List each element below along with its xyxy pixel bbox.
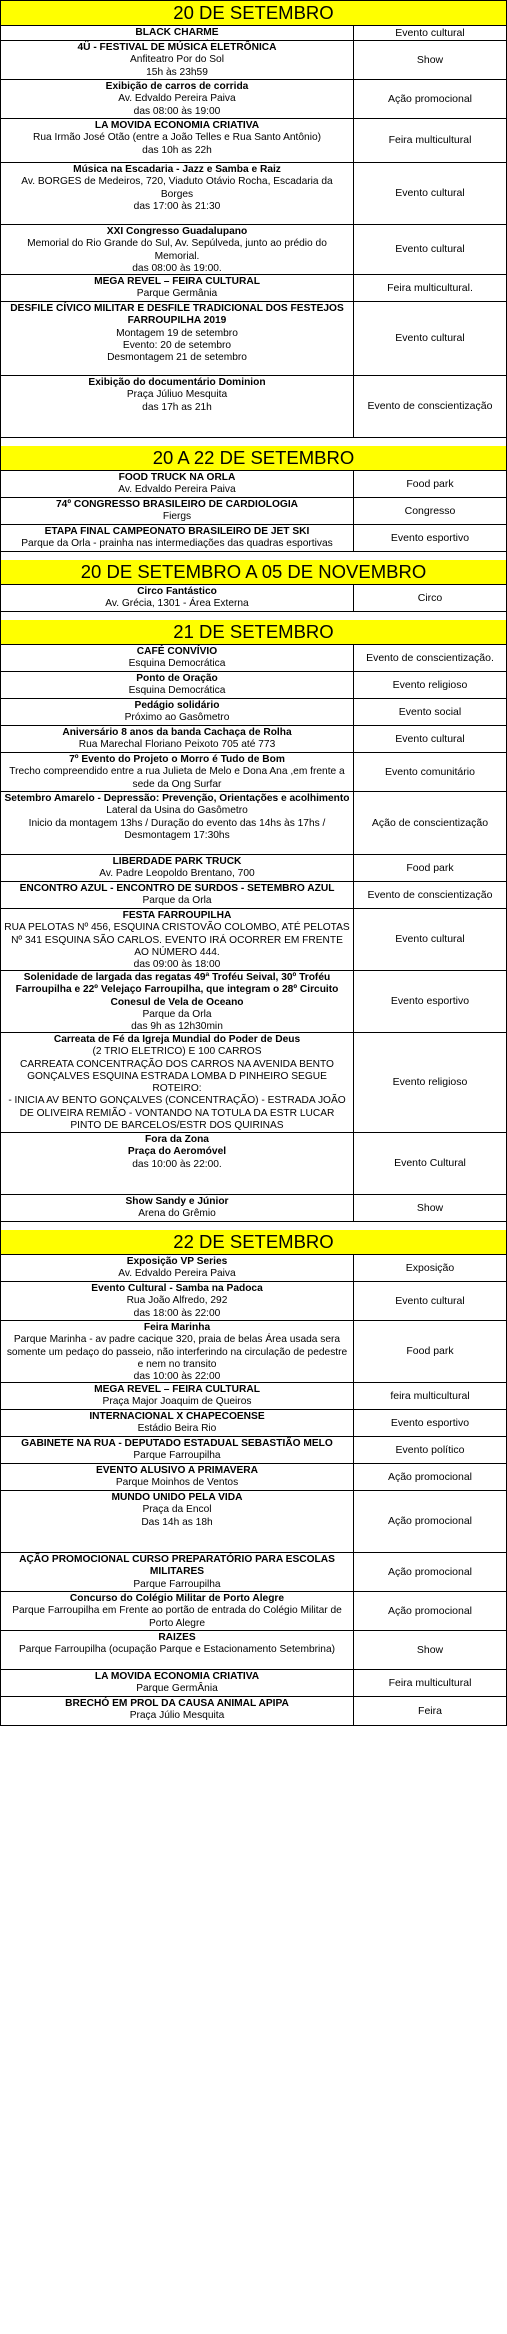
- event-details-cell: [1, 1321, 354, 1382]
- event-name: Aniversário 8 anos da banda Cachaça de Rolha: [62, 727, 292, 738]
- event-name: MEGA REVEL – FEIRA CULTURAL: [94, 276, 260, 287]
- event-category-cell: Ação promocional: [387, 1470, 473, 1483]
- event-row: [0, 1410, 507, 1437]
- event-category-cell: Feira multicultural: [388, 134, 472, 147]
- event-detail-line: das 09:00 às 18:00: [133, 959, 221, 970]
- event-name: BRECHÓ EM PROL DA CAUSA ANIMAL APIPA: [65, 1698, 289, 1709]
- event-row: [0, 1033, 507, 1133]
- event-row: [0, 1437, 507, 1464]
- event-details-cell: [1, 855, 354, 881]
- event-details-cell: [1, 119, 354, 162]
- event-category-cell: Ação promocional: [387, 1515, 473, 1528]
- event-row: [0, 1195, 507, 1222]
- event-detail-line: das 17:00 às 21:30: [133, 200, 221, 212]
- event-category-cell: Evento esportivo: [390, 531, 470, 544]
- event-row: [0, 1321, 507, 1383]
- event-row: [0, 726, 507, 753]
- event-detail-line: Av. Padre Leopoldo Brentano, 700: [99, 868, 255, 880]
- event-row: [0, 1491, 507, 1553]
- event-category-cell: Evento cultural: [395, 332, 465, 345]
- event-category-cell: feira multicultural: [390, 1389, 470, 1402]
- event-category-cell: Ação de conscientização: [371, 816, 489, 829]
- event-detail-line: CARREATA CONCENTRAÇÃO DOS CARROS NA AVENIDA BENTO GONÇALVES ESQUINA ESTRADA LOMBA D PINHEIRO SEGUE ROTEIRO:: [20, 1058, 334, 1095]
- event-detail-line: Av. Grécia, 1301 - Área Externa: [105, 598, 249, 610]
- event-details-cell: [1, 753, 354, 791]
- event-row: [0, 275, 507, 302]
- event-category-cell: Evento esportivo: [390, 1416, 470, 1429]
- event-details-cell: [1, 645, 354, 671]
- event-detail-line: Evento: 20 de setembro: [122, 339, 232, 351]
- event-detail-line: Rua Irmão José Otão (entre a João Telles e Rua Santo Antônio): [32, 132, 322, 144]
- event-name: Ponto de Oração: [136, 673, 218, 684]
- event-row: [0, 1631, 507, 1670]
- event-detail-line: Praça do Aeromóvel: [127, 1146, 227, 1158]
- event-category-cell: Evento cultural: [395, 933, 465, 946]
- event-details-cell: [1, 225, 354, 274]
- event-name: XXI Congresso Guadalupano: [106, 226, 248, 237]
- event-row: [0, 753, 507, 792]
- event-detail-line: das 10h as 22h: [142, 144, 212, 156]
- event-name: Exibição do documentário Dominion: [88, 377, 266, 388]
- event-name: Carreata de Fé da Igreja Mundial do Poder de Deus: [53, 1034, 301, 1045]
- event-category-cell: Evento cultural: [395, 243, 465, 256]
- event-detail-line: das 10:00 às 22:00.: [132, 1158, 222, 1170]
- event-detail-line: Av. Edvaldo Pereira Paiva: [118, 484, 236, 496]
- event-details-cell: [1, 80, 354, 118]
- section-spacer: [0, 438, 507, 446]
- event-name: Circo Fantástico: [137, 586, 217, 597]
- event-detail-line: Parque Farroupilha (ocupação Parque e Estacionamento Setembrina): [19, 1644, 335, 1656]
- event-detail-line: Rua Marechal Floriano Peixoto 705 até 773: [78, 739, 276, 751]
- event-row: [0, 1282, 507, 1321]
- event-detail-line: Anfiteatro Por do Sol: [129, 54, 224, 66]
- event-details-cell: [1, 1670, 354, 1696]
- event-detail-line: Av. Edvaldo Pereira Paiva: [118, 1268, 236, 1280]
- event-detail-line: Das 14h as 18h: [141, 1516, 213, 1528]
- event-category-cell: Evento religioso: [392, 678, 468, 691]
- section-spacer: [0, 1222, 507, 1230]
- event-name: Música na Escadaria - Jazz e Samba e Raiz: [73, 164, 281, 175]
- event-category-cell: Evento religioso: [392, 1076, 468, 1089]
- event-details-cell: [1, 1553, 354, 1591]
- event-detail-line: das 9h as 12h30min: [131, 1021, 223, 1032]
- event-detail-line: Próximo ao Gasômetro: [124, 712, 230, 724]
- event-detail-line: Parque GermÂnia: [136, 1683, 218, 1695]
- event-name: Setembro Amarelo - Depressão: Prevenção, Orientações e acolhimento: [4, 793, 350, 804]
- event-details-cell: [1, 1631, 354, 1669]
- event-row: [0, 855, 507, 882]
- event-category-cell: Evento Cultural: [394, 1157, 466, 1170]
- event-row: [0, 26, 507, 41]
- event-name: LA MOVIDA ECONOMIA CRIATIVA: [94, 120, 260, 131]
- event-detail-line: Parque Farroupilha: [133, 1450, 221, 1462]
- event-detail-line: Estádio Beira Rio: [137, 1423, 217, 1435]
- event-details-cell: [1, 41, 354, 79]
- event-detail-line: Esquina Democrática: [128, 685, 226, 697]
- event-detail-line: Fiergs: [162, 511, 192, 523]
- event-details-cell: [1, 1195, 354, 1221]
- event-detail-line: RUA PELOTAS Nº 456, ESQUINA CRISTOVÃO COLOMBO, ATÉ PELOTAS Nº 341 ESQUINA SÃO CARLOS. EVENTO IRÁ OCORRER EM FRENTE AO NÚMERO 444.: [4, 922, 350, 958]
- event-details-cell: [1, 1410, 354, 1436]
- event-details-cell: [1, 1255, 354, 1281]
- event-detail-line: Parque da Orla - prainha nas intermediações das quadras esportivas: [21, 538, 333, 550]
- event-detail-line: das 08:00 às 19:00.: [132, 262, 222, 274]
- event-category-cell: Evento cultural: [395, 26, 465, 39]
- event-category-cell: Show: [416, 1643, 444, 1656]
- section-date-header: 22 DE SETEMBRO: [0, 1230, 507, 1255]
- event-category-cell: Evento comunitário: [385, 765, 475, 778]
- event-category-cell: Evento esportivo: [390, 995, 470, 1008]
- event-details-cell: [1, 26, 354, 40]
- event-detail-line: Parque Moinhos de Ventos: [115, 1477, 239, 1489]
- event-detail-line: Inicio da montagem 13hs / Duração do evento das 14hs às 17hs / Desmontagem 17:30hs: [28, 817, 326, 841]
- event-name: FESTA FARROUPILHA: [122, 910, 232, 921]
- event-category-cell: Ação promocional: [387, 1565, 473, 1578]
- event-details-cell: [1, 498, 354, 524]
- event-details-cell: [1, 672, 354, 698]
- event-name: Show Sandy e Júnior: [125, 1196, 229, 1207]
- event-name: AÇÃO PROMOCIONAL CURSO PREPARATÓRIO PARA ESCOLAS MILITARES: [19, 1554, 335, 1578]
- event-detail-line: Praça Júliuo Mesquita: [126, 389, 228, 401]
- event-row: [0, 672, 507, 699]
- event-details-cell: [1, 1491, 354, 1552]
- event-name: ENCONTRO AZUL - ENCONTRO DE SURDOS - SETEMBRO AZUL: [19, 883, 335, 894]
- event-row: [0, 699, 507, 726]
- event-category-cell: Evento social: [398, 705, 462, 718]
- event-detail-line: Parque Germânia: [136, 288, 218, 300]
- event-row: [0, 163, 507, 225]
- event-name: FOOD TRUCK NA ORLA: [118, 472, 236, 483]
- event-details-cell: [1, 1437, 354, 1463]
- event-row: [0, 1697, 507, 1726]
- event-name: MUNDO UNIDO PELA VIDA: [111, 1492, 243, 1503]
- event-detail-line: Trecho compreendido entre a rua Julieta de Melo e Dona Ana ,em frente a sede da Ong Surfar: [9, 766, 345, 790]
- event-name: LIBERDADE PARK TRUCK: [112, 856, 242, 867]
- event-details-cell: [1, 1592, 354, 1630]
- event-category-cell: Show: [416, 1201, 444, 1214]
- event-row: [0, 471, 507, 498]
- event-details-cell: [1, 882, 354, 908]
- event-row: [0, 1553, 507, 1592]
- event-detail-line: das 10:00 às 22:00: [133, 1371, 221, 1382]
- event-name: Evento Cultural - Samba na Padoca: [91, 1283, 263, 1294]
- event-detail-line: Esquina Democrática: [128, 658, 226, 670]
- event-name: Feira Marinha: [143, 1322, 211, 1333]
- event-details-cell: [1, 275, 354, 301]
- event-row: [0, 1592, 507, 1631]
- event-category-cell: Food park: [406, 1345, 454, 1358]
- event-category-cell: Food park: [406, 477, 454, 490]
- event-row: [0, 909, 507, 971]
- event-name: Pedágio solidário: [134, 700, 220, 711]
- event-details-cell: [1, 1697, 354, 1725]
- event-row: [0, 792, 507, 855]
- event-details-cell: [1, 971, 354, 1032]
- event-details-cell: [1, 525, 354, 551]
- section-spacer: [0, 612, 507, 620]
- event-name: ETAPA FINAL CAMPEONATO BRASILEIRO DE JET SKI: [44, 526, 310, 537]
- event-row: [0, 971, 507, 1033]
- event-detail-line: Parque da Orla: [142, 895, 212, 907]
- event-details-cell: [1, 792, 354, 854]
- event-detail-line: das 17h as 21h: [142, 401, 212, 413]
- section-date-header: 21 DE SETEMBRO: [0, 620, 507, 645]
- event-details-cell: [1, 163, 354, 224]
- event-category-cell: Evento cultural: [395, 732, 465, 745]
- event-details-cell: [1, 1383, 354, 1409]
- event-detail-line: (2 TRIO ELETRICO) E 100 CARROS: [92, 1046, 262, 1058]
- event-name: 7º Evento do Projeto o Morro é Tudo de Bom: [69, 754, 285, 765]
- event-category-cell: Congresso: [404, 504, 456, 517]
- event-name: Exibição de carros de corrida: [105, 81, 249, 92]
- event-row: [0, 1383, 507, 1410]
- event-row: [0, 498, 507, 525]
- event-detail-line: - INICIA AV BENTO GONÇALVES (CONCENTRAÇÃO) - ESTRADA JOÃO DE OLIVEIRA REMIÃO - VONTANDO NA TOTULA DA ESTR LUCAR PINTO DE BARCELOS/ESTR DOS QUIRINAS: [8, 1095, 346, 1132]
- event-category-cell: Feira multicultural.: [387, 281, 473, 294]
- event-row: [0, 41, 507, 80]
- event-detail-line: das 18:00 às 22:00: [133, 1307, 221, 1319]
- event-details-cell: [1, 699, 354, 725]
- event-name: INTERNACIONAL X CHAPECOENSE: [89, 1411, 265, 1422]
- event-details-cell: [1, 376, 354, 437]
- event-details-cell: [1, 1133, 354, 1194]
- event-row: [0, 80, 507, 119]
- event-name: GABINETE NA RUA - DEPUTADO ESTADUAL SEBASTIÃO MELO: [21, 1438, 333, 1449]
- event-details-cell: [1, 302, 354, 375]
- event-category-cell: Circo: [417, 591, 443, 604]
- event-category-cell: Food park: [406, 861, 454, 874]
- event-category-cell: Ação promocional: [387, 1604, 473, 1617]
- event-detail-line: Parque Farroupilha: [133, 1578, 221, 1590]
- event-details-cell: [1, 909, 354, 970]
- event-category-cell: Exposição: [405, 1261, 455, 1274]
- event-category-cell: Evento de conscientização.: [366, 651, 494, 664]
- section-date-header: 20 DE SETEMBRO A 05 DE NOVEMBRO: [0, 560, 507, 585]
- event-detail-line: Parque da Orla: [142, 1008, 212, 1020]
- event-detail-line: Montagem 19 de setembro: [116, 327, 238, 339]
- section-date-header: 20 A 22 DE SETEMBRO: [0, 446, 507, 471]
- event-detail-line: Memorial do Rio Grande do Sul, Av. Sepúlveda, junto ao prédio do Memorial.: [27, 238, 327, 262]
- event-detail-line: Praça Júlio Mesquita: [129, 1710, 225, 1722]
- event-name: BLACK CHARME: [135, 27, 219, 38]
- event-details-cell: [1, 1282, 354, 1320]
- event-detail-line: Praça da Encol: [142, 1504, 212, 1516]
- event-name: 4Ü - FESTIVAL DE MÚSICA ELETRÔNICA: [77, 42, 277, 53]
- event-name: RAIZES: [158, 1632, 196, 1643]
- event-detail-line: Desmontagem 21 de setembro: [107, 352, 247, 364]
- event-detail-line: [4, 39, 350, 40]
- event-name: Concurso do Colégio Militar de Porto Alegre: [69, 1593, 285, 1604]
- event-detail-line: Praça Major Joaquim de Queiros: [102, 1396, 252, 1408]
- event-row: [0, 585, 507, 612]
- event-detail-line: Rua João Alfredo, 292: [126, 1295, 228, 1307]
- event-name: Solenidade de largada das regatas 49ª Troféu Seival, 30º Troféu Farroupilha e 22º Velejaço Farroupilha, que integram o 28º Circuito Conesul de Vela de Oceano: [15, 972, 339, 1008]
- event-name: Fora da Zona: [145, 1134, 209, 1145]
- event-detail-line: Parque Farroupilha em Frente ao portão de entrada do Colégio Militar de Porto Alegre: [12, 1605, 342, 1629]
- event-row: [0, 1133, 507, 1195]
- section-spacer: [0, 552, 507, 560]
- event-details-cell: [1, 726, 354, 752]
- event-name: Exposição VP Series: [126, 1256, 228, 1267]
- event-row: [0, 525, 507, 552]
- event-category-cell: Evento de conscientização: [367, 888, 493, 901]
- section-date-header: 20 DE SETEMBRO: [0, 0, 507, 26]
- event-category-cell: Evento de conscientização: [367, 400, 493, 413]
- event-name: DESFILE CÍVICO MILITAR E DESFILE TRADICIONAL DOS FESTEJOS FARROUPILHA 2019: [10, 303, 344, 327]
- event-row: [0, 376, 507, 438]
- event-details-cell: [1, 585, 354, 611]
- event-category-cell: Feira multicultural: [388, 1676, 472, 1689]
- event-details-cell: [1, 1464, 354, 1490]
- event-name: CAFÉ CONVÍVIO: [136, 646, 218, 657]
- event-row: [0, 1464, 507, 1491]
- event-detail-line: Av. Edvaldo Pereira Paiva: [118, 93, 236, 105]
- event-category-cell: Evento político: [395, 1443, 465, 1456]
- event-details-cell: [1, 1033, 354, 1132]
- event-name: LA MOVIDA ECONOMIA CRIATIVA: [94, 1671, 260, 1682]
- event-detail-line: 15h às 23h59: [146, 66, 208, 78]
- event-category-cell: Feira: [418, 1704, 442, 1717]
- event-row: [0, 882, 507, 909]
- event-category-cell: Show: [416, 53, 444, 66]
- event-detail-line: Lateral da Usina do Gasômetro: [106, 805, 248, 817]
- event-category-cell: Ação promocional: [387, 92, 473, 105]
- event-name: MEGA REVEL – FEIRA CULTURAL: [94, 1384, 260, 1395]
- event-row: [0, 119, 507, 163]
- event-detail-line: das 08:00 às 19:00: [133, 105, 221, 117]
- event-row: [0, 302, 507, 376]
- event-name: 74º CONGRESSO BRASILEIRO DE CARDIOLOGIA: [55, 499, 299, 510]
- event-row: [0, 1670, 507, 1697]
- event-details-cell: [1, 471, 354, 497]
- event-row: [0, 225, 507, 275]
- event-detail-line: Arena do Grêmio: [138, 1208, 216, 1220]
- event-row: [0, 645, 507, 672]
- event-detail-line: Av. BORGES de Medeiros, 720, Viaduto Otávio Rocha, Escadaria da Borges: [21, 176, 333, 200]
- event-category-cell: Evento cultural: [395, 1294, 465, 1307]
- event-category-cell: Evento cultural: [395, 187, 465, 200]
- event-detail-line: Parque Marinha - av padre cacique 320, praia de belas Área usada sera somente um pedaço do passeio, não interferindo na circulação de pedestre e nem no transito: [6, 1334, 348, 1370]
- event-name: EVENTO ALUSIVO A PRIMAVERA: [95, 1465, 259, 1476]
- event-row: [0, 1255, 507, 1282]
